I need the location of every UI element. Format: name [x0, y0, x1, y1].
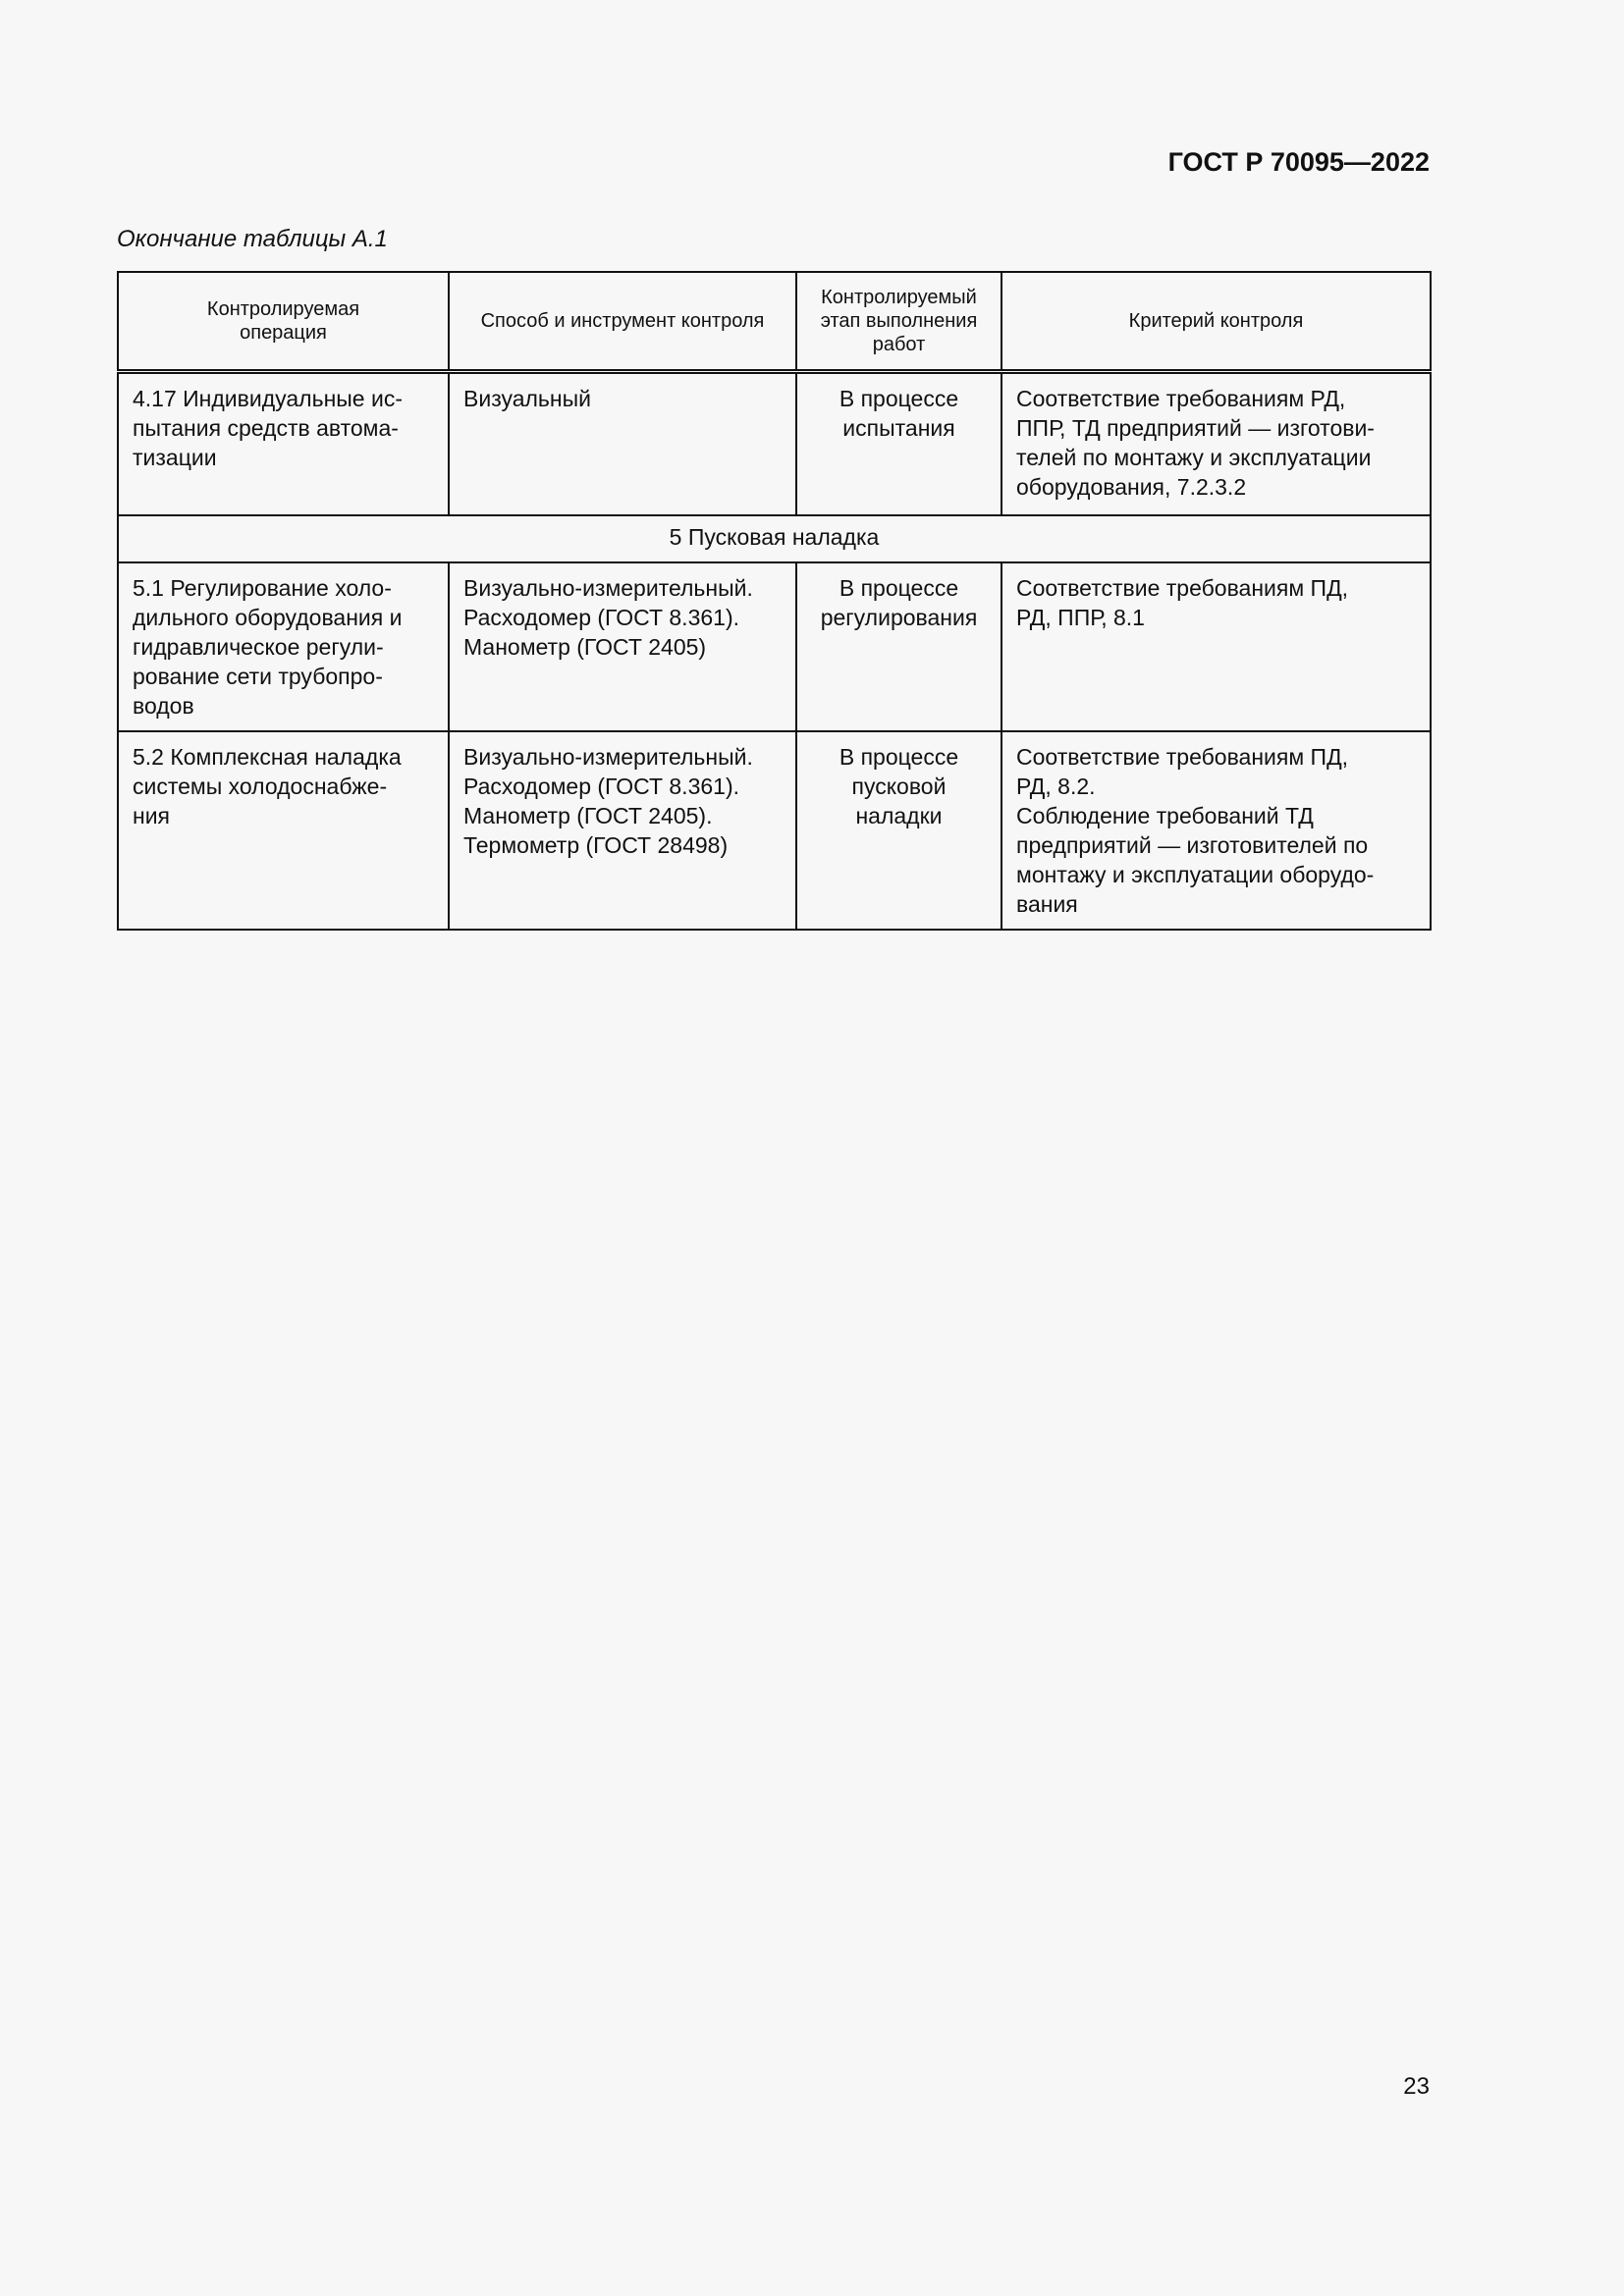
- cell-operation: 5.1 Регулирование холо- дильного оборудования и гидравлическое регули- рование сети трубопро- водов: [118, 562, 449, 731]
- document-id: ГОСТ Р 70095—2022: [1167, 147, 1430, 177]
- table-row: [118, 731, 1431, 930]
- table-caption: Окончание таблицы А.1: [117, 226, 388, 252]
- control-table: [117, 271, 1432, 931]
- cell-method: Визуально-измерительный. Расходомер (ГОСТ 8.361). Манометр (ГОСТ 2405): [449, 562, 796, 731]
- table-row: [118, 372, 1431, 515]
- cell-criterion: Соответствие требованиям РД, ППР, ТД предприятий — изготови- телей по монтажу и эксплуатации оборудования, 7.2.3.2: [1001, 372, 1431, 515]
- cell-method: Визуальный: [449, 372, 796, 515]
- section-row: [118, 515, 1431, 562]
- table-row: [118, 562, 1431, 731]
- cell-operation: 4.17 Индивидуальные ис- пытания средств автома- тизации: [118, 372, 449, 515]
- column-header-criterion: Критерий контроля: [1001, 272, 1431, 372]
- cell-operation: 5.2 Комплексная наладка системы холодоснабже- ния: [118, 731, 449, 930]
- table-header-row: [118, 272, 1431, 372]
- cell-criterion: Соответствие требованиям ПД, РД, ППР, 8.1: [1001, 562, 1431, 731]
- cell-stage: В процессе регулирования: [796, 562, 1001, 731]
- cell-stage: В процессе испытания: [796, 372, 1001, 515]
- section-title: 5 Пусковая наладка: [118, 515, 1431, 562]
- column-header-stage: Контролируемый этап выполнения работ: [796, 272, 1001, 372]
- page-number: 23: [1403, 2073, 1430, 2100]
- cell-stage: В процессе пусковой наладки: [796, 731, 1001, 930]
- column-header-operation: Контролируемая операция: [118, 272, 449, 372]
- column-header-method: Способ и инструмент контроля: [449, 272, 796, 372]
- cell-method: Визуально-измерительный. Расходомер (ГОСТ 8.361). Манометр (ГОСТ 2405). Термометр (ГОСТ 28498): [449, 731, 796, 930]
- cell-criterion: Соответствие требованиям ПД, РД, 8.2. Соблюдение требований ТД предприятий — изготовителей по монтажу и эксплуатации оборудо- вания: [1001, 731, 1431, 930]
